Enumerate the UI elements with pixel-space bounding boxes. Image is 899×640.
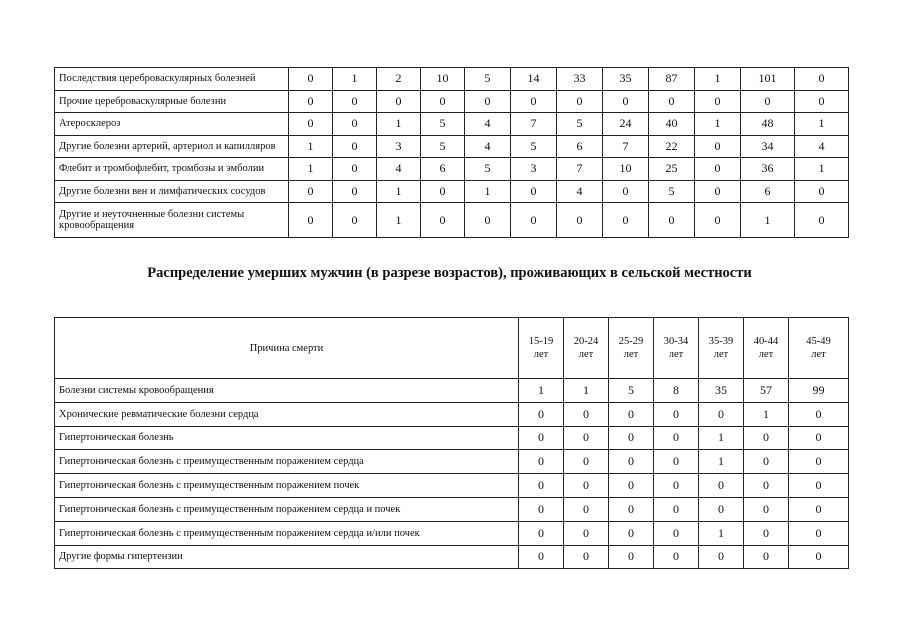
value-cell: 0 [649,203,695,238]
age-group-header [699,318,744,379]
value-cell: 0 [465,203,511,238]
value-cell: 0 [654,426,699,450]
value-cell: 0 [654,474,699,498]
value-cell: 5 [465,158,511,181]
value-cell: 1 [333,68,377,91]
value-cell: 0 [654,402,699,426]
value-cell: 0 [609,402,654,426]
value-cell: 25 [649,158,695,181]
rural-male-deaths-by-age-table [54,317,849,569]
value-cell: 22 [649,135,695,158]
section-title: Распределение умерших мужчин (в разрезе возрастов), проживающих в сельской местности [147,265,752,281]
value-cell: 0 [744,426,789,450]
value-cell: 1 [699,450,744,474]
value-cell: 0 [333,135,377,158]
value-cell: 5 [511,135,557,158]
value-cell: 0 [519,402,564,426]
cause-label: Флебит и тромбофлебит, тромбозы и эмболии [55,158,289,181]
value-cell: 0 [789,545,849,569]
value-cell: 0 [557,90,603,113]
value-cell: 1 [795,158,849,181]
value-cell: 1 [699,521,744,545]
age-range: 45-49 [806,336,831,347]
value-cell: 0 [421,203,465,238]
value-cell: 7 [557,158,603,181]
table-row [55,180,849,203]
cause-label: Гипертоническая болезнь с преимущественным поражением сердца и/или почек [55,521,519,545]
value-cell: 0 [789,521,849,545]
value-cell: 1 [741,203,795,238]
table-row [55,113,849,136]
value-cell: 0 [289,113,333,136]
table-row [55,426,849,450]
value-cell: 5 [609,379,654,403]
value-cell: 1 [744,402,789,426]
value-cell: 0 [564,545,609,569]
value-cell: 1 [695,68,741,91]
cause-label: Другие и неуточненные болезни системы кровообращения [55,203,289,238]
value-cell: 1 [289,135,333,158]
value-cell: 0 [289,180,333,203]
value-cell: 0 [795,180,849,203]
value-cell: 0 [654,497,699,521]
mortality-table-continued [54,67,849,238]
value-cell: 0 [519,426,564,450]
age-group-header [564,318,609,379]
table-row [55,474,849,498]
value-cell: 48 [741,113,795,136]
table-row [55,379,849,403]
value-cell: 0 [519,497,564,521]
table-row [55,450,849,474]
value-cell: 0 [511,180,557,203]
table-row [55,90,849,113]
value-cell: 0 [603,203,649,238]
value-cell: 1 [699,426,744,450]
age-unit: лет [668,349,684,360]
value-cell: 101 [741,68,795,91]
value-cell: 10 [603,158,649,181]
cause-label: Гипертоническая болезнь с преимущественным поражением почек [55,474,519,498]
age-group-header [609,318,654,379]
value-cell: 1 [289,158,333,181]
cause-label: Другие формы гипертензии [55,545,519,569]
value-cell: 6 [557,135,603,158]
value-cell: 1 [695,113,741,136]
table-row [55,545,849,569]
age-range: 15-19 [528,336,554,347]
value-cell: 0 [421,90,465,113]
age-unit: лет [811,349,826,360]
value-cell: 4 [795,135,849,158]
value-cell: 0 [744,474,789,498]
value-cell: 0 [289,203,333,238]
cause-label: Хронические ревматические болезни сердца [55,402,519,426]
value-cell: 4 [557,180,603,203]
value-cell: 5 [465,68,511,91]
age-unit: лет [533,349,549,360]
value-cell: 0 [333,203,377,238]
value-cell: 10 [421,68,465,91]
table-row [55,402,849,426]
age-group-header [519,318,564,379]
value-cell: 0 [519,474,564,498]
value-cell: 7 [603,135,649,158]
value-cell: 0 [695,90,741,113]
age-group-header [789,318,849,379]
value-cell: 1 [377,180,421,203]
value-cell: 0 [564,521,609,545]
value-cell: 40 [649,113,695,136]
value-cell: 0 [699,402,744,426]
value-cell: 36 [741,158,795,181]
value-cell: 5 [649,180,695,203]
value-cell: 0 [609,521,654,545]
value-cell: 0 [795,68,849,91]
value-cell: 1 [465,180,511,203]
cause-label: Гипертоническая болезнь с преимущественным поражением сердца и почек [55,497,519,521]
age-unit: лет [758,349,774,360]
value-cell: 24 [603,113,649,136]
value-cell: 6 [741,180,795,203]
value-cell: 0 [333,180,377,203]
value-cell: 35 [603,68,649,91]
value-cell: 0 [519,450,564,474]
value-cell: 0 [289,90,333,113]
value-cell: 5 [557,113,603,136]
age-range: 20-24 [573,336,599,347]
value-cell: 0 [564,474,609,498]
value-cell: 57 [744,379,789,403]
value-cell: 8 [654,379,699,403]
value-cell: 0 [789,474,849,498]
cause-label: Атеросклероз [55,113,289,136]
value-cell: 0 [609,474,654,498]
table-row [55,68,849,91]
value-cell: 0 [511,203,557,238]
cause-label: Другие болезни вен и лимфатических сосудов [55,180,289,203]
value-cell: 0 [654,450,699,474]
age-range: 25-29 [618,336,644,347]
value-cell: 2 [377,68,421,91]
age-group-header [744,318,789,379]
value-cell: 1 [564,379,609,403]
value-cell: 4 [377,158,421,181]
value-cell: 0 [695,135,741,158]
value-cell: 0 [564,402,609,426]
age-unit: лет [578,349,594,360]
value-cell: 0 [744,545,789,569]
value-cell: 7 [511,113,557,136]
value-cell: 0 [333,90,377,113]
table-row [55,497,849,521]
cause-label: Последствия цереброваскулярных болезней [55,68,289,91]
value-cell: 0 [289,68,333,91]
mortality-table-body [55,68,849,238]
value-cell: 87 [649,68,695,91]
value-cell: 0 [744,497,789,521]
value-cell: 5 [421,113,465,136]
value-cell: 0 [519,521,564,545]
value-cell: 0 [511,90,557,113]
table-row [55,158,849,181]
value-cell: 0 [795,203,849,238]
value-cell: 33 [557,68,603,91]
value-cell: 99 [789,379,849,403]
table-row [55,203,849,238]
table-header-row [55,318,849,379]
value-cell: 0 [744,521,789,545]
age-unit: лет [713,349,729,360]
cause-label: Другие болезни артерий, артериол и капилляров [55,135,289,158]
value-cell: 0 [609,545,654,569]
age-range: 40-44 [753,336,779,347]
value-cell: 0 [333,113,377,136]
value-cell: 34 [741,135,795,158]
value-cell: 0 [377,90,421,113]
cause-label: Прочие цереброваскулярные болезни [55,90,289,113]
value-cell: 0 [564,450,609,474]
value-cell: 0 [789,497,849,521]
value-cell: 0 [564,426,609,450]
value-cell: 0 [564,497,609,521]
value-cell: 0 [609,497,654,521]
table-row [55,521,849,545]
value-cell: 0 [695,203,741,238]
rural-male-deaths-table-body [55,379,849,569]
value-cell: 0 [465,90,511,113]
value-cell: 0 [333,158,377,181]
value-cell: 0 [649,90,695,113]
value-cell: 4 [465,135,511,158]
value-cell: 6 [421,158,465,181]
age-range: 30-34 [663,336,689,347]
value-cell: 0 [519,545,564,569]
value-cell: 1 [377,203,421,238]
value-cell: 0 [699,545,744,569]
value-cell: 0 [699,474,744,498]
age-unit: лет [623,349,639,360]
age-range: 35-39 [708,336,734,347]
value-cell: 14 [511,68,557,91]
value-cell: 35 [699,379,744,403]
value-cell: 4 [465,113,511,136]
value-cell: 0 [789,426,849,450]
table-row [55,135,849,158]
value-cell: 0 [654,521,699,545]
value-cell: 0 [603,180,649,203]
value-cell: 3 [511,158,557,181]
value-cell: 1 [519,379,564,403]
value-cell: 0 [699,497,744,521]
value-cell: 1 [377,113,421,136]
cause-label: Гипертоническая болезнь [55,426,519,450]
age-group-header [654,318,699,379]
value-cell: 0 [654,545,699,569]
value-cell: 0 [789,450,849,474]
value-cell: 0 [789,402,849,426]
value-cell: 0 [421,180,465,203]
cause-label: Болезни системы кровообращения [55,379,519,403]
value-cell: 0 [695,180,741,203]
value-cell: 0 [695,158,741,181]
value-cell: 5 [421,135,465,158]
value-cell: 0 [603,90,649,113]
cause-label: Гипертоническая болезнь с преимущественным поражением сердца [55,450,519,474]
value-cell: 0 [741,90,795,113]
value-cell: 1 [795,113,849,136]
value-cell: 0 [609,426,654,450]
value-cell: 0 [557,203,603,238]
cause-of-death-header: Причина смерти [55,318,519,379]
value-cell: 0 [795,90,849,113]
value-cell: 0 [744,450,789,474]
value-cell: 0 [609,450,654,474]
value-cell: 3 [377,135,421,158]
